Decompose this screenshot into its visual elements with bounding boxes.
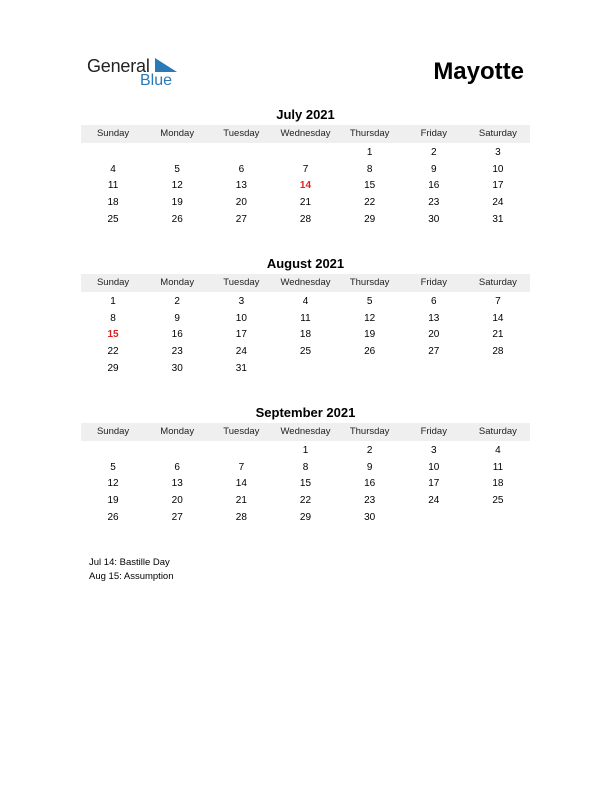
day-cell: 26 <box>107 511 119 523</box>
day-cell: 28 <box>299 213 312 225</box>
empty-day-cell <box>466 361 530 378</box>
day-cell: 5 <box>110 461 116 473</box>
day-cell: 10 <box>428 461 440 473</box>
day-cell: 23 <box>364 495 376 507</box>
holiday-note: Jul 14: Bastille Day <box>89 557 170 568</box>
day-cell: 27 <box>235 213 247 225</box>
day-cell: 22 <box>364 197 376 209</box>
weekday-label: Sunday <box>96 426 130 437</box>
day-cell: 9 <box>366 461 373 473</box>
month-title: August 2021 <box>266 256 345 271</box>
day-cell: 5 <box>366 296 373 307</box>
day-cell: 12 <box>107 478 119 490</box>
weekday-label: Thursday <box>349 128 390 139</box>
month-title: September 2021 <box>255 405 356 420</box>
day-cell: 16 <box>364 478 376 490</box>
generalblue-logo <box>87 56 187 92</box>
day-grid <box>81 294 530 377</box>
day-cell: 22 <box>107 346 119 358</box>
weekday-label: Monday <box>160 128 195 139</box>
day-cell: 22 <box>299 495 312 507</box>
weekday-label: Monday <box>160 277 195 288</box>
logo-triangle-icon <box>155 58 177 72</box>
empty-day-cell <box>338 361 402 378</box>
day-cell: 27 <box>171 511 183 523</box>
day-cell: 30 <box>171 362 183 374</box>
day-cell: 26 <box>364 346 376 358</box>
day-cell: 2 <box>174 296 180 307</box>
weekday-label: Tuesday <box>223 426 260 437</box>
holiday-notes <box>89 556 174 584</box>
weekday-header <box>81 274 530 292</box>
empty-day-cell <box>209 443 273 460</box>
empty-day-cell <box>402 361 466 378</box>
day-cell: 5 <box>174 163 180 175</box>
day-cell: 6 <box>430 296 437 307</box>
day-cell: 25 <box>107 213 119 225</box>
day-cell: 10 <box>492 163 504 175</box>
weekday-label: Friday <box>420 277 447 288</box>
day-cell: 13 <box>235 180 247 192</box>
weekday-label: Thursday <box>349 277 390 288</box>
day-cell: 8 <box>302 461 309 473</box>
day-cell: 17 <box>428 478 440 490</box>
day-cell: 17 <box>492 180 504 192</box>
day-cell: 16 <box>171 329 183 341</box>
day-cell: 11 <box>300 312 311 324</box>
day-cell: 15 <box>299 478 312 490</box>
weekday-label: Friday <box>420 426 447 437</box>
month-calendar-september <box>81 405 530 526</box>
empty-day-cell <box>402 510 466 527</box>
empty-day-cell <box>81 145 145 162</box>
holiday-note: Aug 15: Assumption <box>89 571 174 582</box>
country-title: Mayotte <box>433 58 524 85</box>
weekday-label: Sunday <box>96 128 130 139</box>
empty-day-cell <box>273 145 337 162</box>
empty-day-cell <box>145 145 209 162</box>
day-cell: 2 <box>366 445 373 456</box>
day-cell: 31 <box>492 213 504 225</box>
day-cell: 24 <box>492 197 504 209</box>
day-cell: 27 <box>428 346 440 358</box>
day-cell: 14 <box>492 312 504 324</box>
month-calendar-august <box>81 256 530 377</box>
day-cell: 13 <box>171 478 183 490</box>
empty-day-cell <box>466 510 530 527</box>
day-cell: 29 <box>364 213 376 225</box>
day-cell: 20 <box>428 329 440 341</box>
day-cell: 28 <box>235 511 247 523</box>
logo-text-blue: Blue <box>140 72 173 89</box>
day-cell: 1 <box>366 147 373 158</box>
day-cell: 20 <box>235 197 247 209</box>
day-cell: 11 <box>492 461 504 473</box>
day-cell: 28 <box>492 346 504 358</box>
day-cell: 7 <box>238 461 245 473</box>
day-cell: 23 <box>428 197 440 209</box>
day-cell: 3 <box>495 147 501 158</box>
day-cell: 25 <box>299 346 312 358</box>
day-cell: 11 <box>107 180 119 192</box>
day-cell: 18 <box>299 329 312 341</box>
weekday-label: Friday <box>420 128 447 139</box>
day-cell: 1 <box>110 296 116 307</box>
day-cell: 12 <box>171 180 183 192</box>
day-cell: 19 <box>364 329 376 341</box>
day-cell: 21 <box>299 197 312 209</box>
day-cell: 29 <box>299 511 312 523</box>
weekday-label: Thursday <box>349 426 390 437</box>
day-cell: 21 <box>235 495 247 507</box>
day-cell: 9 <box>430 163 437 175</box>
day-cell: 23 <box>171 346 183 358</box>
day-cell: 25 <box>492 495 504 507</box>
day-cell: 10 <box>235 312 247 324</box>
weekday-label: Tuesday <box>223 128 260 139</box>
weekday-label: Saturday <box>478 426 517 437</box>
weekday-label: Wednesday <box>280 128 331 139</box>
day-cell: 19 <box>171 197 183 209</box>
day-cell: 3 <box>238 296 245 307</box>
logo-text-general: General <box>87 56 150 76</box>
day-cell: 4 <box>110 163 116 175</box>
day-cell: 31 <box>235 362 247 374</box>
day-cell: 8 <box>366 163 373 175</box>
day-cell: 16 <box>428 180 440 192</box>
day-cell: 14 <box>235 478 247 490</box>
day-cell: 1 <box>302 445 309 456</box>
weekday-header <box>81 125 530 143</box>
weekday-label: Wednesday <box>280 426 331 437</box>
day-cell: 3 <box>430 445 437 456</box>
day-cell: 17 <box>235 329 247 341</box>
day-grid <box>81 443 530 526</box>
empty-day-cell <box>209 145 273 162</box>
day-cell: 20 <box>171 495 183 507</box>
day-cell: 24 <box>235 346 247 358</box>
month-calendar-july <box>81 107 530 228</box>
day-cell: 18 <box>107 197 119 209</box>
day-cell: 26 <box>171 213 183 225</box>
weekday-label: Saturday <box>478 277 517 288</box>
weekday-label: Tuesday <box>223 277 260 288</box>
day-grid <box>81 145 530 228</box>
day-cell: 7 <box>495 296 501 307</box>
weekday-label: Wednesday <box>280 277 331 288</box>
day-cell: 4 <box>302 296 309 307</box>
empty-day-cell <box>145 443 209 460</box>
day-cell: 15 <box>364 180 376 192</box>
day-cell: 7 <box>302 163 309 175</box>
day-cell: 8 <box>110 312 116 324</box>
day-cell: 6 <box>238 163 245 175</box>
empty-day-cell <box>273 361 337 378</box>
day-cell: 6 <box>174 461 180 473</box>
day-cell: 4 <box>495 445 501 456</box>
weekday-label: Monday <box>160 426 195 437</box>
day-cell: 24 <box>428 495 440 507</box>
day-cell: 30 <box>364 511 376 523</box>
day-cell: 14 <box>299 180 312 192</box>
day-cell: 21 <box>492 329 504 341</box>
empty-day-cell <box>81 443 145 460</box>
day-cell: 29 <box>107 362 119 374</box>
day-cell: 2 <box>430 147 437 158</box>
day-cell: 12 <box>364 312 376 324</box>
day-cell: 15 <box>107 329 119 341</box>
weekday-label: Saturday <box>478 128 517 139</box>
day-cell: 19 <box>107 495 119 507</box>
day-cell: 30 <box>428 213 440 225</box>
day-cell: 18 <box>492 478 504 490</box>
day-cell: 13 <box>428 312 440 324</box>
weekday-header <box>81 423 530 441</box>
month-title: July 2021 <box>276 107 335 122</box>
weekday-label: Sunday <box>96 277 130 288</box>
day-cell: 9 <box>174 312 180 324</box>
